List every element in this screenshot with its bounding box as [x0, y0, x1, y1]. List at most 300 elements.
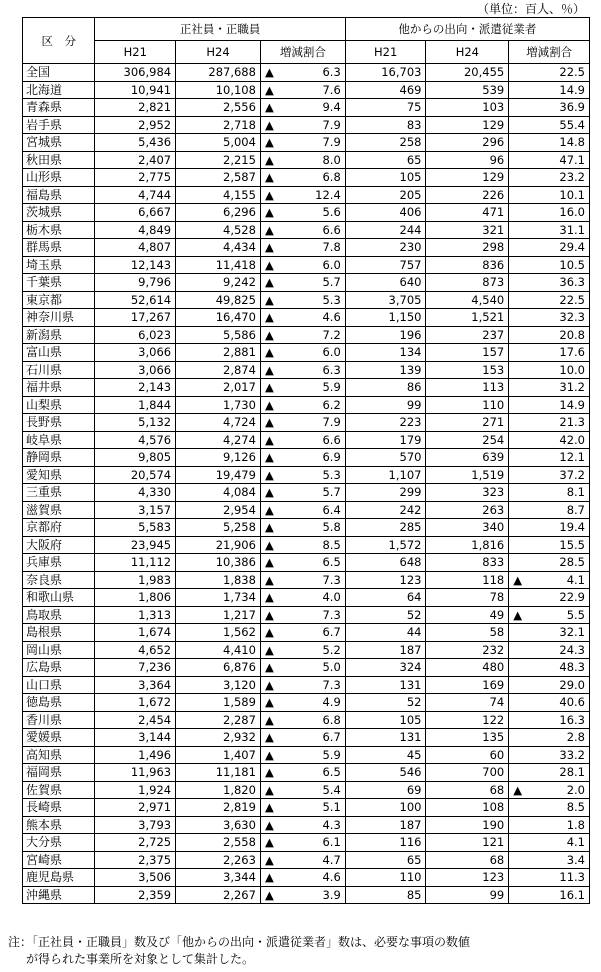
table-row: [23, 676, 590, 694]
value-cell: 64: [345, 589, 426, 607]
value-cell: 9,805: [95, 449, 176, 467]
table-row: [23, 361, 590, 379]
value-cell: 21,906: [176, 536, 261, 554]
value-cell: 48.3: [509, 659, 590, 677]
value-cell: 4,576: [95, 431, 176, 449]
value-cell: 153: [426, 361, 509, 379]
table-row: [23, 554, 590, 572]
value-cell: 263: [426, 501, 509, 519]
value-cell: 11,418: [176, 256, 261, 274]
value-cell: 406: [345, 204, 426, 222]
table-row: [23, 851, 590, 869]
value-cell: 2,215: [176, 151, 261, 169]
category-header: 区 分: [23, 18, 95, 64]
value-cell: 14.8: [509, 134, 590, 152]
table-row: [23, 484, 590, 502]
value-cell: 3,364: [95, 676, 176, 694]
value-cell: 3,120: [176, 676, 261, 694]
value-cell: 75: [345, 99, 426, 117]
value-cell: 1,730: [176, 396, 261, 414]
value-cell: 10,108: [176, 81, 261, 99]
value-cell: 123: [345, 571, 426, 589]
value-cell: 22.5: [509, 64, 590, 82]
region-name: 埼玉県: [23, 256, 95, 274]
value-cell: 4,849: [95, 221, 176, 239]
value-cell: 78: [426, 589, 509, 607]
table-row: [23, 536, 590, 554]
value-cell: 9,242: [176, 274, 261, 292]
value-cell: 11,181: [176, 764, 261, 782]
value-cell: 139: [345, 361, 426, 379]
value-cell: 3,157: [95, 501, 176, 519]
value-cell: 12.1: [509, 449, 590, 467]
value-cell: 4,330: [95, 484, 176, 502]
table-row: [23, 764, 590, 782]
table-row: [23, 624, 590, 642]
value-cell: 1,924: [95, 781, 176, 799]
region-name: 和歌山県: [23, 589, 95, 607]
value-cell: 237: [426, 326, 509, 344]
region-name: 千葉県: [23, 274, 95, 292]
value-cell: 4.1: [509, 834, 590, 852]
value-cell: 28.1: [509, 764, 590, 782]
region-name: 島根県: [23, 624, 95, 642]
value-cell: 20.8: [509, 326, 590, 344]
region-name: 石川県: [23, 361, 95, 379]
value-cell: 340: [426, 519, 509, 537]
value-cell: ▲ 2.0: [509, 781, 590, 799]
regular-employee-header: 正社員・正職員: [95, 18, 345, 41]
value-cell: 52,614: [95, 291, 176, 309]
value-cell: 244: [345, 221, 426, 239]
region-name: 東京都: [23, 291, 95, 309]
region-name: 熊本県: [23, 816, 95, 834]
value-cell: 640: [345, 274, 426, 292]
value-cell: ▲ 6.0: [260, 344, 345, 362]
value-cell: ▲ 5.2: [260, 641, 345, 659]
value-cell: 3,630: [176, 816, 261, 834]
value-cell: ▲ 5.7: [260, 274, 345, 292]
value-cell: 1,496: [95, 746, 176, 764]
table-row: [23, 746, 590, 764]
value-cell: ▲ 12.4: [260, 186, 345, 204]
value-cell: 3,066: [95, 344, 176, 362]
value-cell: 258: [345, 134, 426, 152]
value-cell: 2,971: [95, 799, 176, 817]
unit-label: （単位：百人、％）: [476, 2, 585, 16]
value-cell: 123: [426, 869, 509, 887]
region-name: 鹿児島県: [23, 869, 95, 887]
value-cell: 44: [345, 624, 426, 642]
table-row: [23, 519, 590, 537]
value-cell: 3.4: [509, 851, 590, 869]
value-cell: 16.3: [509, 711, 590, 729]
value-cell: 122: [426, 711, 509, 729]
value-cell: 11,963: [95, 764, 176, 782]
value-cell: 169: [426, 676, 509, 694]
value-cell: 2,952: [95, 116, 176, 134]
value-cell: 4,434: [176, 239, 261, 257]
table-row: [23, 204, 590, 222]
region-name: 福井県: [23, 379, 95, 397]
table-row: [23, 344, 590, 362]
value-cell: 3,793: [95, 816, 176, 834]
region-name: 岡山県: [23, 641, 95, 659]
value-cell: 1,313: [95, 606, 176, 624]
value-cell: 205: [345, 186, 426, 204]
value-cell: 4,410: [176, 641, 261, 659]
value-cell: 2,819: [176, 799, 261, 817]
table-row: [23, 379, 590, 397]
value-cell: 4,744: [95, 186, 176, 204]
region-name: 全国: [23, 64, 95, 82]
value-cell: 5,586: [176, 326, 261, 344]
value-cell: 299: [345, 484, 426, 502]
table-row: [23, 116, 590, 134]
value-cell: 60: [426, 746, 509, 764]
value-cell: 4,724: [176, 414, 261, 432]
value-cell: 105: [345, 169, 426, 187]
value-cell: 31.1: [509, 221, 590, 239]
table-row: [23, 571, 590, 589]
value-cell: 32.1: [509, 624, 590, 642]
value-cell: 298: [426, 239, 509, 257]
value-cell: 19.4: [509, 519, 590, 537]
table-row: [23, 239, 590, 257]
region-name: 福岡県: [23, 764, 95, 782]
table-row: [23, 396, 590, 414]
value-cell: 1,150: [345, 309, 426, 327]
region-name: 徳島県: [23, 694, 95, 712]
region-name: 群馬県: [23, 239, 95, 257]
value-cell: 29.0: [509, 676, 590, 694]
table-row: [23, 134, 590, 152]
value-cell: 7,236: [95, 659, 176, 677]
h21-header: H21: [95, 41, 176, 64]
value-cell: 1,816: [426, 536, 509, 554]
value-cell: 469: [345, 81, 426, 99]
value-cell: ▲ 5.7: [260, 484, 345, 502]
value-cell: 6,023: [95, 326, 176, 344]
value-cell: 22.5: [509, 291, 590, 309]
value-cell: 31.2: [509, 379, 590, 397]
value-cell: 10,386: [176, 554, 261, 572]
value-cell: 1,572: [345, 536, 426, 554]
value-cell: 2,954: [176, 501, 261, 519]
value-cell: ▲ 6.9: [260, 449, 345, 467]
value-cell: 833: [426, 554, 509, 572]
footnote-line: が得られた事業所を対象として集計した。: [26, 952, 255, 966]
value-cell: 471: [426, 204, 509, 222]
value-cell: 1,734: [176, 589, 261, 607]
value-cell: ▲ 7.9: [260, 116, 345, 134]
value-cell: 55.4: [509, 116, 590, 134]
value-cell: 108: [426, 799, 509, 817]
value-cell: ▲ 7.2: [260, 326, 345, 344]
value-cell: 2,587: [176, 169, 261, 187]
value-cell: ▲ 7.3: [260, 571, 345, 589]
value-cell: 2,263: [176, 851, 261, 869]
dispatched-worker-header: 他からの出向・派遣従業者: [345, 18, 589, 41]
value-cell: 1.8: [509, 816, 590, 834]
value-cell: 3,506: [95, 869, 176, 887]
value-cell: ▲ 5.3: [260, 291, 345, 309]
region-name: 高知県: [23, 746, 95, 764]
value-cell: ▲ 6.3: [260, 361, 345, 379]
value-cell: 131: [345, 676, 426, 694]
value-cell: 4,528: [176, 221, 261, 239]
footnote-line: 注：「正社員・正職員」数及び「他からの出向・派遣従業者」数は、必要な事項の数値: [8, 935, 471, 949]
value-cell: ▲ 6.4: [260, 501, 345, 519]
value-cell: ▲ 7.9: [260, 414, 345, 432]
value-cell: 546: [345, 764, 426, 782]
value-cell: ▲ 9.4: [260, 99, 345, 117]
table-row: [23, 309, 590, 327]
value-cell: 1,838: [176, 571, 261, 589]
value-cell: 83: [345, 116, 426, 134]
value-cell: ▲ 5.9: [260, 746, 345, 764]
value-cell: ▲ 6.8: [260, 169, 345, 187]
value-cell: 5,004: [176, 134, 261, 152]
table-row: [23, 221, 590, 239]
region-name: 福島県: [23, 186, 95, 204]
value-cell: 3,344: [176, 869, 261, 887]
value-cell: 10.0: [509, 361, 590, 379]
region-name: 大分県: [23, 834, 95, 852]
value-cell: ▲ 6.5: [260, 554, 345, 572]
value-cell: 16,703: [345, 64, 426, 82]
table-row: [23, 99, 590, 117]
table-row: [23, 431, 590, 449]
value-cell: 116: [345, 834, 426, 852]
value-cell: 8.1: [509, 484, 590, 502]
value-cell: 10.1: [509, 186, 590, 204]
value-cell: 33.2: [509, 746, 590, 764]
value-cell: 287,688: [176, 64, 261, 82]
value-cell: 96: [426, 151, 509, 169]
value-cell: 14.9: [509, 396, 590, 414]
region-name: 京都府: [23, 519, 95, 537]
value-cell: 1,519: [426, 466, 509, 484]
region-name: 茨城県: [23, 204, 95, 222]
value-cell: 223: [345, 414, 426, 432]
table-row: [23, 694, 590, 712]
region-name: 栃木県: [23, 221, 95, 239]
table-body: [23, 64, 590, 904]
value-cell: 23.2: [509, 169, 590, 187]
table-row: [23, 414, 590, 432]
value-cell: 296: [426, 134, 509, 152]
value-cell: 306,984: [95, 64, 176, 82]
value-cell: 28.5: [509, 554, 590, 572]
value-cell: 2,143: [95, 379, 176, 397]
region-name: 山形県: [23, 169, 95, 187]
value-cell: 1,562: [176, 624, 261, 642]
value-cell: 129: [426, 169, 509, 187]
region-name: 岐阜県: [23, 431, 95, 449]
table-row: [23, 781, 590, 799]
region-name: 広島県: [23, 659, 95, 677]
value-cell: 8.7: [509, 501, 590, 519]
value-cell: 196: [345, 326, 426, 344]
region-name: 長崎県: [23, 799, 95, 817]
value-cell: ▲ 7.3: [260, 676, 345, 694]
value-cell: 4,274: [176, 431, 261, 449]
value-cell: 836: [426, 256, 509, 274]
value-cell: 10,941: [95, 81, 176, 99]
value-cell: 232: [426, 641, 509, 659]
h24-header: H24: [176, 41, 261, 64]
value-cell: ▲ 6.7: [260, 729, 345, 747]
value-cell: 4,540: [426, 291, 509, 309]
value-cell: 2,556: [176, 99, 261, 117]
value-cell: 16.0: [509, 204, 590, 222]
value-cell: ▲ 4.0: [260, 589, 345, 607]
table-row: [23, 64, 590, 82]
value-cell: 1,674: [95, 624, 176, 642]
value-cell: 1,107: [345, 466, 426, 484]
value-cell: 121: [426, 834, 509, 852]
value-cell: 2,375: [95, 851, 176, 869]
value-cell: 1,983: [95, 571, 176, 589]
value-cell: 2,017: [176, 379, 261, 397]
value-cell: 36.9: [509, 99, 590, 117]
change-header: 増減割合: [260, 41, 345, 64]
value-cell: 86: [345, 379, 426, 397]
region-name: 神奈川県: [23, 309, 95, 327]
value-cell: 187: [345, 816, 426, 834]
region-name: 宮城県: [23, 134, 95, 152]
region-name: 北海道: [23, 81, 95, 99]
value-cell: 20,574: [95, 466, 176, 484]
value-cell: 254: [426, 431, 509, 449]
value-cell: 2,407: [95, 151, 176, 169]
value-cell: 14.9: [509, 81, 590, 99]
region-name: 佐賀県: [23, 781, 95, 799]
region-name: 愛媛県: [23, 729, 95, 747]
value-cell: 15.5: [509, 536, 590, 554]
value-cell: 85: [345, 886, 426, 904]
table-row: [23, 641, 590, 659]
value-cell: 1,407: [176, 746, 261, 764]
region-name: 滋賀県: [23, 501, 95, 519]
table-row: [23, 186, 590, 204]
value-cell: ▲ 4.3: [260, 816, 345, 834]
value-cell: ▲ 6.6: [260, 431, 345, 449]
value-cell: 4,652: [95, 641, 176, 659]
value-cell: 5,132: [95, 414, 176, 432]
value-cell: ▲ 6.8: [260, 711, 345, 729]
value-cell: 20,455: [426, 64, 509, 82]
value-cell: ▲ 4.6: [260, 869, 345, 887]
value-cell: 47.1: [509, 151, 590, 169]
table-row: [23, 816, 590, 834]
value-cell: 2,881: [176, 344, 261, 362]
value-cell: 323: [426, 484, 509, 502]
table-row: [23, 729, 590, 747]
value-cell: 179: [345, 431, 426, 449]
value-cell: 2,718: [176, 116, 261, 134]
value-cell: 12,143: [95, 256, 176, 274]
value-cell: 1,806: [95, 589, 176, 607]
value-cell: 757: [345, 256, 426, 274]
value-cell: 230: [345, 239, 426, 257]
value-cell: ▲ 4.9: [260, 694, 345, 712]
value-cell: ▲ 8.0: [260, 151, 345, 169]
value-cell: ▲ 8.5: [260, 536, 345, 554]
value-cell: 2,287: [176, 711, 261, 729]
value-cell: 2,874: [176, 361, 261, 379]
region-name: 山梨県: [23, 396, 95, 414]
value-cell: ▲ 5.6: [260, 204, 345, 222]
value-cell: ▲ 7.6: [260, 81, 345, 99]
value-cell: ▲ 6.2: [260, 396, 345, 414]
value-cell: 1,820: [176, 781, 261, 799]
region-name: 岩手県: [23, 116, 95, 134]
value-cell: 134: [345, 344, 426, 362]
region-name: 愛知県: [23, 466, 95, 484]
h24-header: H24: [426, 41, 509, 64]
value-cell: 700: [426, 764, 509, 782]
value-cell: 105: [345, 711, 426, 729]
table-row: [23, 466, 590, 484]
value-cell: 49: [426, 606, 509, 624]
value-cell: 21.3: [509, 414, 590, 432]
region-name: 三重県: [23, 484, 95, 502]
value-cell: 480: [426, 659, 509, 677]
table-row: [23, 799, 590, 817]
value-cell: 324: [345, 659, 426, 677]
table-row: [23, 606, 590, 624]
value-cell: 68: [426, 851, 509, 869]
value-cell: 23,945: [95, 536, 176, 554]
value-cell: 5,436: [95, 134, 176, 152]
region-name: 兵庫県: [23, 554, 95, 572]
region-name: 大阪府: [23, 536, 95, 554]
value-cell: ▲ 5.3: [260, 466, 345, 484]
value-cell: ▲ 5.5: [509, 606, 590, 624]
value-cell: 2,267: [176, 886, 261, 904]
table-row: [23, 256, 590, 274]
value-cell: 873: [426, 274, 509, 292]
value-cell: 4,155: [176, 186, 261, 204]
value-cell: ▲ 6.7: [260, 624, 345, 642]
value-cell: ▲ 5.9: [260, 379, 345, 397]
data-table: [22, 17, 590, 904]
value-cell: 242: [345, 501, 426, 519]
value-cell: ▲ 6.1: [260, 834, 345, 852]
value-cell: 1,521: [426, 309, 509, 327]
value-cell: ▲ 5.4: [260, 781, 345, 799]
value-cell: ▲ 7.9: [260, 134, 345, 152]
value-cell: 2,725: [95, 834, 176, 852]
value-cell: 190: [426, 816, 509, 834]
table-row: [23, 151, 590, 169]
region-name: 奈良県: [23, 571, 95, 589]
value-cell: ▲ 7.3: [260, 606, 345, 624]
table-row: [23, 659, 590, 677]
value-cell: 5,583: [95, 519, 176, 537]
value-cell: 3,705: [345, 291, 426, 309]
value-cell: 52: [345, 694, 426, 712]
value-cell: 49,825: [176, 291, 261, 309]
value-cell: 68: [426, 781, 509, 799]
value-cell: 4,807: [95, 239, 176, 257]
value-cell: 65: [345, 851, 426, 869]
value-cell: 17.6: [509, 344, 590, 362]
value-cell: 321: [426, 221, 509, 239]
region-name: 秋田県: [23, 151, 95, 169]
